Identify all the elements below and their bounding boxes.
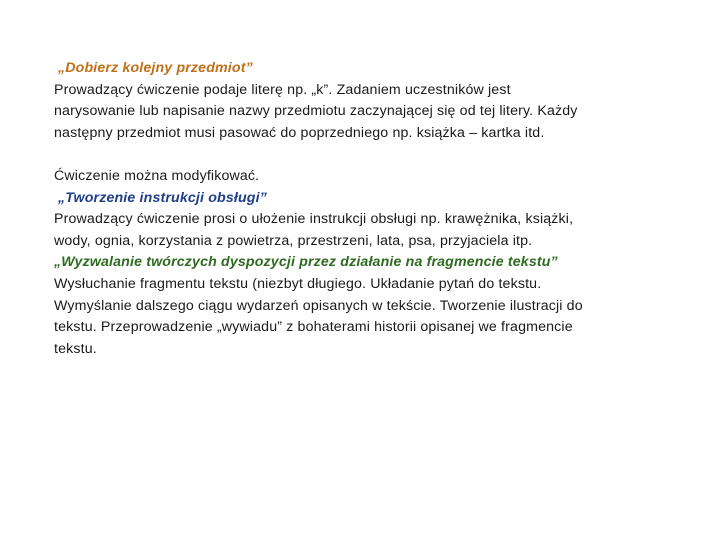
section2-line-1: Prowadzący ćwiczenie prosi o ułożenie instrukcji obsługi np. krawężnika, książki, [54,211,574,228]
section1-line-2: narysowanie lub napisanie nazwy przedmiotu zaczynającej się od tej litery. Każdy [54,103,578,120]
section3-line-2: Wymyślanie dalszego ciągu wydarzeń opisanych w tekście. Tworzenie ilustracji do [54,297,583,314]
slide-text-body [54,58,664,360]
section3-line-1: Wysłuchanie fragmentu tekstu (niezbyt długiego. Układanie pytań do tekstu. [54,275,542,292]
section3-line-3: tekstu. Przeprowadzenie „wywiadu” z bohaterami historii opisanej we fragmencie [54,319,573,336]
paragraph-gap [54,144,664,166]
section1-title: „Dobierz kolejny przedmiot” [58,60,253,76]
section3-line-4: tekstu. [54,340,97,357]
section2-title: „Tworzenie instrukcji obsługi” [58,189,267,206]
section3-title: „Wyzwalanie twórczych dyspozycji przez działanie na fragmencie tekstu” [54,254,558,271]
section1-line-1: Prowadzący ćwiczenie podaje literę np. „k”. Zadaniem uczestników jest [54,81,511,98]
section1-line-3: następny przedmiot musi pasować do poprzedniego np. książka – kartka itd. [54,124,545,141]
section2-line-2: wody, ognia, korzystania z powietrza, przestrzeni, lata, psa, przyjaciela itp. [54,232,533,249]
modification-note: Ćwiczenie można modyfikować. [54,167,260,184]
